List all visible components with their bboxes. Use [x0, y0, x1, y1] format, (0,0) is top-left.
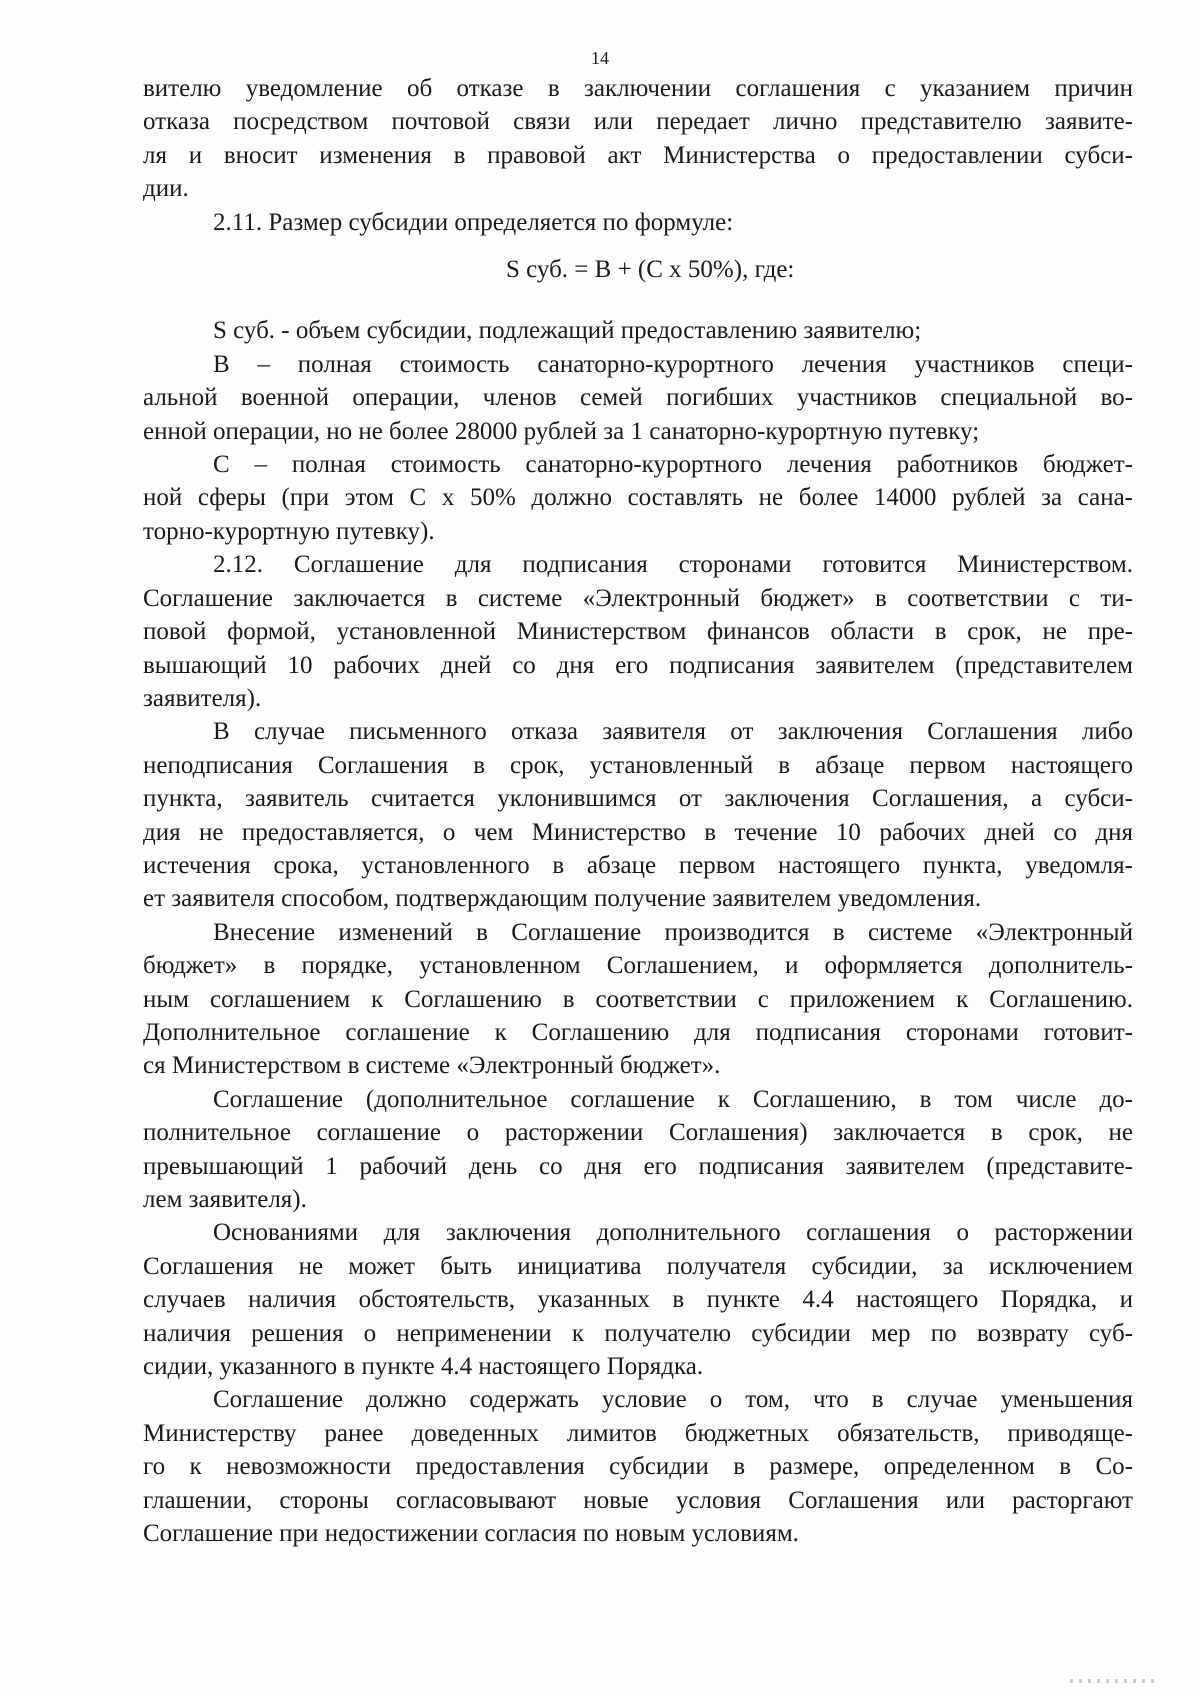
text-line: повой формой, установленной Министерством финансов области в срок, не пре-: [143, 618, 1133, 646]
text-line: случаев наличия обстоятельств, указанных в пункте 4.4 настоящего Порядка, и: [143, 1286, 1133, 1314]
page-number: 14: [591, 48, 609, 68]
text-line: истечения срока, установленного в абзаце первом настоящего пункта, уведомля-: [143, 851, 1133, 879]
text-line: ля и вносит изменения в правовой акт Министерства о предоставлении субси-: [143, 141, 1133, 169]
text-line: наличия решения о неприменении к получателю субсидии мер по возврату суб-: [143, 1319, 1133, 1347]
text-line: неподписания Соглашения в срок, установленный в абзаце первом настоящего: [143, 751, 1133, 779]
text-line: вителю уведомление об отказе в заключении соглашения с указанием причин: [143, 75, 1133, 102]
paragraph-b-definition: [143, 348, 1133, 448]
text-line: вышающий 10 рабочих дней со дня его подписания заявителем (представителем: [143, 651, 1133, 679]
text-line: С – полная стоимость санаторно-курортного лечения работников бюджет-: [213, 451, 1133, 479]
subsidy-formula: [143, 253, 1133, 286]
text-line: 2.11. Размер субсидии определяется по формуле:: [213, 208, 734, 236]
text-line: торно-курортную путевку).: [143, 517, 435, 545]
text-line: сидии, указанного в пункте 4.4 настоящего Порядка.: [143, 1353, 704, 1381]
text-line: альной военной операции, членов семей погибших участников специальной во-: [143, 384, 1133, 412]
text-line: Внесение изменений в Соглашение производится в системе «Электронный: [213, 918, 1133, 946]
text-line: полнительное соглашение о расторжении Соглашения) заключается в срок, не: [143, 1119, 1133, 1147]
document-body: [143, 72, 1133, 1550]
paragraph-conclusion-term: [143, 1083, 1133, 1217]
text-line: заявителя).: [143, 684, 262, 712]
scan-artifact: [1070, 1679, 1160, 1683]
text-line: Министерству ранее доведенных лимитов бюджетных обязательств, приводяще-: [143, 1419, 1133, 1447]
paragraph-2-11: [143, 206, 1133, 239]
text-line: Соглашение (дополнительное соглашение к Соглашению, в том числе до-: [213, 1085, 1133, 1113]
text-line: пункта, заявитель считается уклонившимся от заключения Соглашения, а субси-: [143, 785, 1133, 813]
text-line: В – полная стоимость санаторно-курортного лечения участников специ-: [213, 350, 1133, 378]
paragraph-limits-reduction: [143, 1383, 1133, 1550]
text-line: Дополнительное соглашение к Соглашению для подписания сторонами готовит-: [143, 1018, 1133, 1046]
paragraph-2-12: [143, 548, 1133, 715]
paragraph-amendments: [143, 916, 1133, 1083]
paragraph-refusal: [143, 715, 1133, 915]
text-line: ной сферы (при этом С х 50% должно составлять не более 14000 рублей за сана-: [143, 484, 1133, 512]
text-line: S суб. - объем субсидии, подлежащий предоставлению заявителю;: [213, 317, 922, 345]
text-line: енной операции, но не более 28000 рублей за 1 санаторно-курортную путевку;: [143, 417, 980, 445]
text-line: Соглашения не может быть инициатива получателя субсидии, за исключением: [143, 1252, 1133, 1280]
text-line: Соглашение при недостижении согласия по новым условиям.: [143, 1520, 799, 1548]
paragraph-c-definition: [143, 448, 1133, 548]
text-line: дии.: [143, 175, 189, 203]
paragraph-termination-grounds: [143, 1216, 1133, 1383]
paragraph-s-definition: [143, 314, 1133, 347]
text-line: глашении, стороны согласовывают новые условия Соглашения или расторгают: [143, 1486, 1133, 1514]
text-line: дия не предоставляется, о чем Министерство в течение 10 рабочих дней со дня: [143, 818, 1133, 846]
text-line: Соглашение должно содержать условие о том, что в случае уменьшения: [213, 1386, 1133, 1414]
text-line: превышающий 1 рабочий день со дня его подписания заявителем (представите-: [143, 1152, 1133, 1180]
text-line: лем заявителя).: [143, 1186, 307, 1213]
text-line: го к невозможности предоставления субсидии в размере, определенном в Со-: [143, 1453, 1133, 1481]
text-line: Основаниями для заключения дополнительного соглашения о расторжении: [213, 1219, 1133, 1247]
text-line: отказа посредством почтовой связи или передает лично представителю заявите-: [143, 108, 1133, 136]
text-line: ет заявителя способом, подтверждающим получение заявителем уведомления.: [143, 885, 982, 913]
text-line: В случае письменного отказа заявителя от заключения Соглашения либо: [213, 718, 1133, 746]
text-line: бюджет» в порядке, установленном Соглашением, и оформляется дополнитель-: [143, 952, 1133, 980]
paragraph-continuation: [143, 72, 1133, 206]
text-line: 2.12. Соглашение для подписания сторонами готовится Министерством.: [213, 551, 1133, 579]
text-line: ся Министерством в системе «Электронный бюджет».: [143, 1052, 721, 1080]
text-line: ным соглашением к Соглашению в соответствии с приложением к Соглашению.: [143, 985, 1133, 1013]
text-line: Соглашение заключается в системе «Электронный бюджет» в соответствии с ти-: [143, 584, 1133, 612]
formula-text: S суб. = В + (С х 50%), где:: [506, 256, 795, 284]
